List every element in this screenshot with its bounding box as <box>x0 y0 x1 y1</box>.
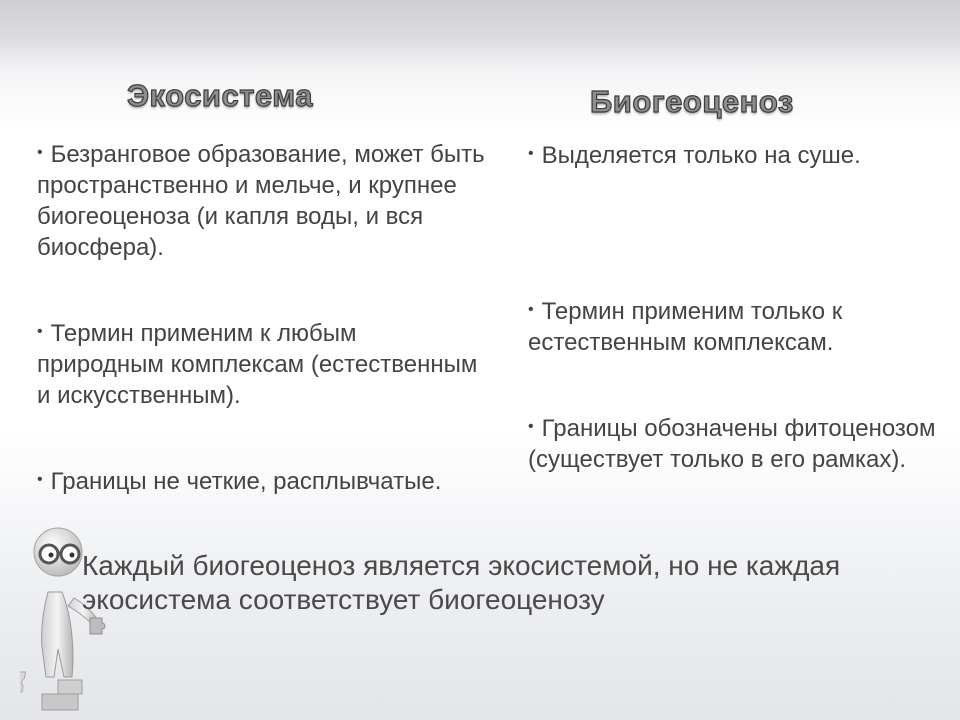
biogeocenosis-point-2-text: Термин применим только к естественным комплексам. <box>528 298 843 356</box>
ecosystem-point-1 <box>37 137 487 263</box>
ecosystem-heading: Экосистема <box>127 78 314 113</box>
ecosystem-point-2 <box>37 316 487 411</box>
bullet-icon: • <box>37 323 43 340</box>
bullet-icon: • <box>528 301 534 318</box>
biogeocenosis-point-1 <box>528 138 928 171</box>
biogeocenosis-point-2 <box>528 294 948 358</box>
biogeocenosis-heading: Биогеоценоз <box>590 84 794 119</box>
ecosystem-point-2-text: Термин применим к любым природным комплексам (естественным и искусственным). <box>37 320 478 409</box>
conclusion-text: Каждый биогеоценоз является экосистемой, но не каждая экосистема соответствует биогеоценозу <box>82 550 841 615</box>
ecosystem-point-3-text: Границы не четкие, расплывчатые. <box>50 468 442 495</box>
bullet-icon: • <box>37 144 43 161</box>
bullet-icon: • <box>37 471 43 488</box>
biogeocenosis-point-3 <box>528 411 948 475</box>
biogeocenosis-point-3-text: Границы обозначены фитоценозом (существует только в его рамках). <box>528 415 936 473</box>
ecosystem-point-1-text: Безранговое образование, может быть пространственно и мельче, и крупнее биогеоценоза (и капля воды, и вся биосфера). <box>37 141 485 261</box>
bullet-icon: • <box>528 145 534 162</box>
biogeocenosis-point-1-text: Выделяется только на суше. <box>541 142 861 169</box>
ecosystem-point-3 <box>37 464 487 497</box>
bullet-icon: • <box>528 418 534 435</box>
